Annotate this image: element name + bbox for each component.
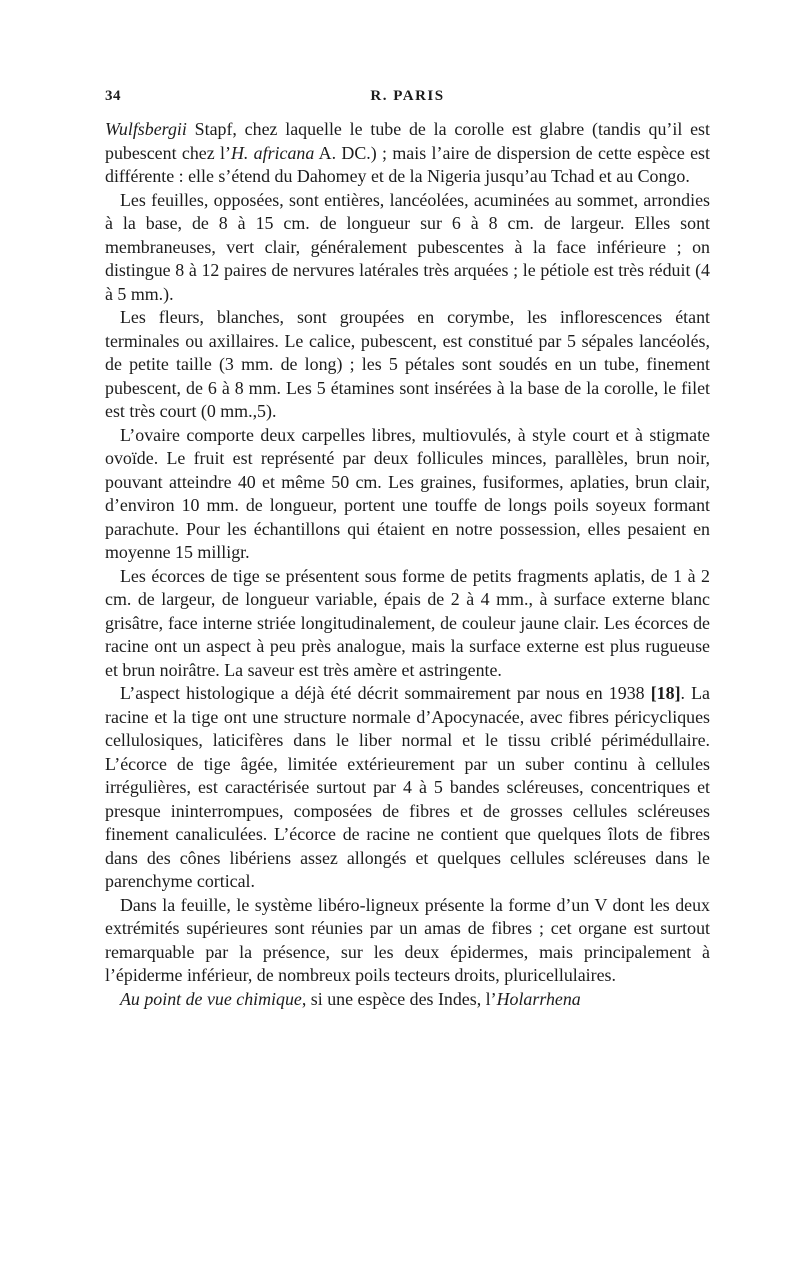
paragraph: Les fleurs, blanches, sont groupées en corymbe, les inflorescences étant terminales ou axillaires. Le calice, pubescent, est constitué par 5 sépales lancéolés, de petite taille (3 mm. de long) ; les 5 pétales sont soudés en un tube, finement pubescent, de 6 à 8 mm. Les 5 étamines sont insérées à la base de la corolle, le filet est très court (0 mm.,5). bbox=[105, 307, 710, 421]
italic-term: Wulfsbergii bbox=[105, 119, 187, 139]
reference-citation: [18] bbox=[650, 683, 681, 703]
paragraph: L’ovaire comporte deux carpelles libres, multiovulés, à style court et à stigmate ovoïde. Le fruit est représenté par deux follicules minces, parallèles, brun noir, pouvant atteindre 40 et même 50 cm. Les graines, fusiformes, aplaties, brun clair, d’environ 10 mm. de longueur, portent une touffe de longs poils soyeux formant parachute. Pour les échantillons qui étaient en notre possession, elles pesaient en moyenne 15 milligr. bbox=[105, 424, 710, 562]
body-text bbox=[105, 118, 710, 1011]
page-number: 34 bbox=[105, 88, 121, 104]
paragraph: Wulfsbergii Stapf, chez laquelle le tube de la corolle est glabre (tandis qu’il est pubescent chez l’H. africana A. DC.) ; mais l’aire de dispersion de cette espèce est différente : elle s’étend du Dahomey et de la Nigeria jusqu’au Tchad et au Congo. bbox=[105, 119, 710, 186]
running-title: R. PARIS bbox=[370, 88, 445, 104]
book-page bbox=[105, 88, 710, 1011]
italic-term: H. africana bbox=[230, 142, 315, 163]
paragraph: Les écorces de tige se présentent sous forme de petits fragments aplatis, de 1 à 2 cm. de largeur, de longueur variable, épais de 2 à 4 mm., à surface externe blanc grisâtre, face interne striée longitudinalement, de couleur jaune clair. Les écorces de racine ont un aspect à peu près analogue, mais la surface externe est plus rugueuse et brun noirâtre. La saveur est très amère et astringente. bbox=[105, 565, 710, 680]
italic-term: Au point de vue chimique bbox=[120, 988, 302, 1009]
paragraph: Dans la feuille, le système libéro-ligneux présente la forme d’un V dont les deux extrémités supérieures sont réunies par un amas de fibres ; cet organe est surtout remarquable par la présence, sur les deux épidermes, mais principalement à l’épiderme inférieur, de nombreux poils tecteurs droits, pluricellulaires. bbox=[105, 894, 710, 985]
paragraph: Les feuilles, opposées, sont entières, lancéolées, acuminées au sommet, arrondies à la base, de 8 à 15 cm. de longueur sur 6 à 8 cm. de largeur. Elles sont membraneuses, vert clair, généralement pubescentes à la face inférieure ; on distingue 8 à 12 paires de nervures latérales très arquées ; le pétiole est très réduit (4 à 5 mm.). bbox=[105, 189, 710, 304]
page-header bbox=[105, 88, 710, 118]
paragraph: Au point de vue chimique, si une espèce des Indes, l’Holarrhena bbox=[120, 988, 581, 1009]
italic-term: Holarrhena bbox=[496, 988, 581, 1009]
paragraph: L’aspect histologique a déjà été décrit sommairement par nous en 1938 [18]. La racine et la tige ont une structure normale d’Apocynacée, avec fibres péricycliques cellulosiques, laticifères dans le liber normal et le tissu criblé périmédullaire. L’écorce de tige âgée, limitée extérieurement par un suber continu à cellules irrégulières, est caractérisée surtout par 4 à 5 bandes scléreuses, concentriques et presque ininterrompues, composées de fibres et de grosses cellules scléreuses finement canaliculées. L’écorce de racine ne contient que quelques îlots de fibres dans des cônes libériens assez allongés et quelques cellules scléreuses dans le parenchyme cortical. bbox=[105, 683, 710, 891]
